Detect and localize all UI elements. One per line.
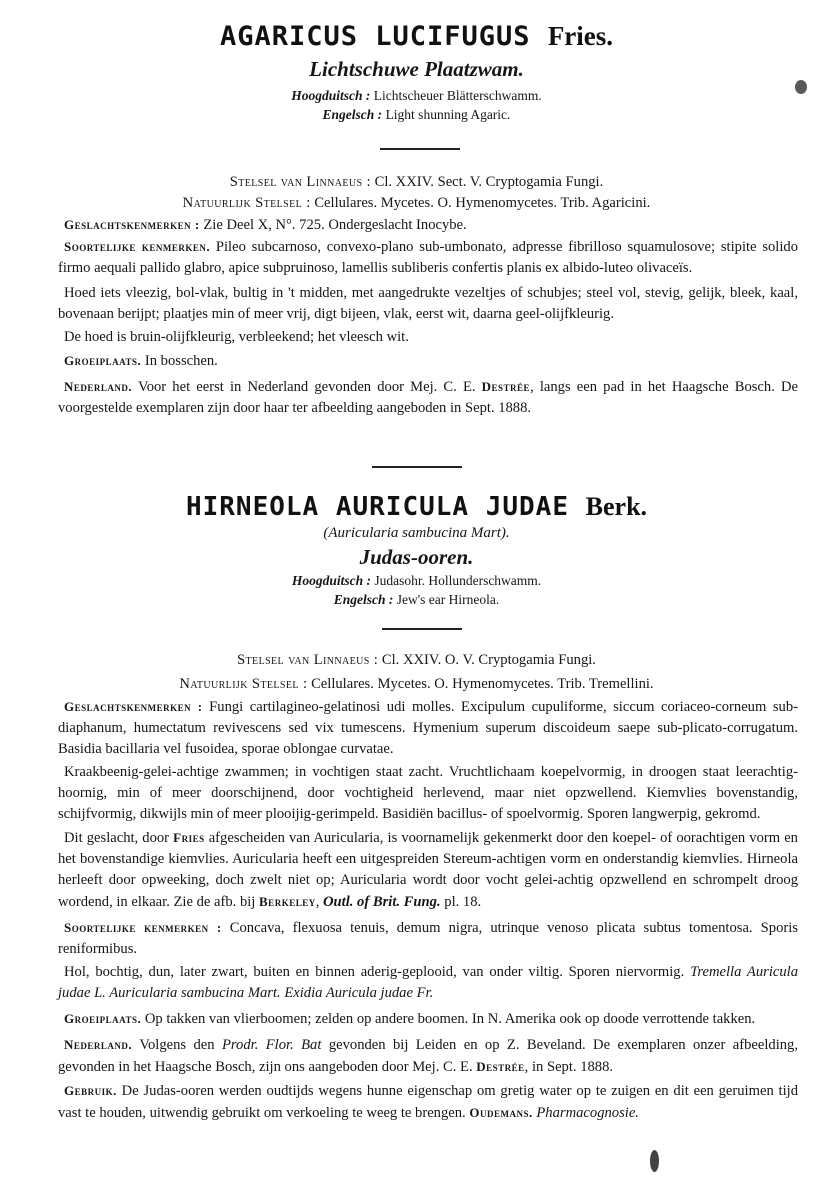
linnaeus-text: Cl. XXIV. Sect. V. Cryptogamia Fungi. xyxy=(374,174,604,190)
natural-system-line xyxy=(0,193,833,214)
habitat xyxy=(58,350,798,372)
english-label: Engelsch : xyxy=(333,592,394,607)
netherlands-text-a: Volgens den xyxy=(139,1037,215,1053)
netherlands-label: Nederland. xyxy=(64,1037,133,1052)
vernacular-name: Judas-ooren. xyxy=(359,545,474,569)
species-characters-text: Pileo subcarnoso, convexo-plano sub-umbonato, adpresse fibrilloso squamulosove; stipite solido firmo aequali pallido glabro, apice subpruinoso, lamellis subliberis confertis planis ex albido-luteo olivaceïs. xyxy=(58,239,798,276)
species-title xyxy=(0,18,833,55)
netherlands-text-b: , langs een pad in het Haagsche Bosch. De voorgestelde exemplaren zijn door haar ter afbeelding aangeboden in Sept. 1888. xyxy=(58,379,799,416)
netherlands-label: Nederland. xyxy=(64,379,133,394)
genus-characters xyxy=(58,214,798,236)
flora-reference: Prodr. Flor. Bat xyxy=(221,1037,322,1053)
natural-system-label: Natuurlijk Stelsel : xyxy=(179,676,308,692)
species-author: Fries. xyxy=(547,21,614,51)
english-label: Engelsch : xyxy=(322,107,383,122)
species-characters-text: Concava, flexuosa tenuis, demum nigra, utrinque venoso plicata subtus tomentosa. Sporis reniformibus. xyxy=(58,920,798,957)
vernacular-name: Lichtschuwe Plaatzwam. xyxy=(309,57,524,81)
natural-system-text: Cellulares. Mycetes. O. Hymenomycetes. Trib. Tremellini. xyxy=(311,676,654,692)
natural-system-text: Cellulares. Mycetes. O. Hymenomycetes. Trib. Agaricini. xyxy=(314,195,651,211)
ink-smudge xyxy=(795,80,807,94)
reference-plate: pl. 18. xyxy=(444,894,482,910)
english-name-line xyxy=(0,591,833,609)
habitat-text: Op takken van vlierboomen; zelden op andere boomen. In N. Amerika ook op doode verrottende takken. xyxy=(144,1011,756,1027)
linnaeus-label: Stelsel van Linnaeus : xyxy=(237,652,379,668)
collector-name: Destrée xyxy=(476,1059,525,1074)
netherlands-text-a: Voor het eerst in Nederland gevonden door Mej. C. E. xyxy=(138,379,476,395)
linnaeus-text: Cl. XXIV. O. V. Cryptogamia Fungi. xyxy=(381,652,596,668)
species-title xyxy=(0,490,833,524)
species-characters-label: Soortelijke kenmerken. xyxy=(64,239,211,254)
english-name: Jew's ear Hirneola. xyxy=(396,592,500,607)
author-name-fries: Fries xyxy=(173,830,205,845)
genus-characters xyxy=(58,696,798,760)
ink-smudge xyxy=(650,1150,659,1172)
genus-characters-text: Zie Deel X, N°. 725. Ondergeslacht Inocybe. xyxy=(203,217,467,233)
german-name: Lichtscheuer Blätterschwamm. xyxy=(373,88,542,103)
english-name-line xyxy=(0,106,833,124)
species-characters xyxy=(58,917,798,960)
genus-characters-text: Fungi cartilagineo-gelatinosi udi molles. Excipulum cupuliforme, siccum coriaceo-corneum sub-diaphanum, humectatum revivescens sed vix tumescens. Hymenium superum discoideum saepe sub-plicato-corrugatum. Basidia bacillaria vel fusoidea, sporae oblongae curvatae. xyxy=(58,699,799,757)
species-characters xyxy=(58,236,798,279)
divider xyxy=(382,628,462,630)
natural-system-line xyxy=(0,674,833,695)
species-synonyms: Tremella Auricula judae L. Auricularia sambucina Mart. Exidia Auricula judae Fr. xyxy=(58,964,798,1001)
divider xyxy=(380,148,460,150)
netherlands-text-c: , in Sept. 1888. xyxy=(524,1059,614,1075)
usage-text: De Judas-ooren werden oudtijds wegens hunne eigenschap om gretig water op te zuigen en dit een geruimen tijd vast te houden, uitwendig gebruikt om verkoeling te weeg te brengen. xyxy=(58,1083,798,1121)
genus-notes-b: afgescheiden van Auricularia, is voornamelijk gekenmerkt door den koepel- of oorachtigen vorm en het bovenstandige kiemvlies. Auricularia heeft een uitgespreiden Stereum-achtigen vorm en onderstandig kiemvlies. Hirneola herleeft door opweeking, doch zwelt niet op; Auricularia wordt door vocht gelei-achtig opzwellend en schrompelt droog wordend, in elkaar. Zie de afb. bij xyxy=(58,830,798,910)
netherlands-record xyxy=(58,376,798,419)
text-block-1 xyxy=(58,214,798,419)
genus-description-dutch: Kraakbeenig-gelei-achtige zwammen; in vochtigen staat zacht. Vruchtlichaam koepelvormig, in droogen staat leerachtig-hoornig, min of meer doorschijnend, door vochtigheid herlevend, maar niet opzwellend. Kiemvlies bovenstandig, schijfvormig, dikwijls min of meer plooijig-gerimpeld. Basidiën bacillus- of spoelvormig. Sporen langwerpig, gekromd. xyxy=(58,764,798,822)
german-label: Hoogduitsch : xyxy=(291,573,371,588)
german-label: Hoogduitsch : xyxy=(291,88,371,103)
genus-notes-a: Dit geslacht, door xyxy=(64,830,170,846)
habitat xyxy=(58,1008,798,1030)
linnaeus-line xyxy=(0,172,833,193)
species-description-dutch xyxy=(58,962,798,1004)
reference-work: Outl. of Brit. Fung. xyxy=(323,894,441,910)
german-name-line xyxy=(0,87,833,105)
author-name-berkeley: Berkeley xyxy=(259,894,316,909)
color-description: De hoed is bruin-olijfkleurig, verbleekend; het vleesch wit. xyxy=(64,329,409,345)
synonym-line: (Auricularia sambucina Mart). xyxy=(323,525,510,541)
habitat-label: Groeiplaats. xyxy=(64,1011,142,1026)
usage-label: Gebruik. xyxy=(64,1083,117,1098)
species-author: Berk. xyxy=(585,492,648,521)
cap-description: Hoed iets vleezig, bol-vlak, bultig in 't midden, met aangedrukte vezeltjes of schubjes; steel vol, stevig, gelijk, bleek, kaal, bovenaan berijpt; plaatjes min of meer vrij, digt bijeen, vlak, eerst wit, daarna geel-olijfkleurig. xyxy=(58,285,798,322)
genus-characters-label: Geslachtskenmerken : xyxy=(64,699,203,714)
netherlands-record xyxy=(58,1034,798,1078)
genus-notes: Dit geslacht, door Fries afgescheiden van Auricularia, is voornamelijk gekenmerkt door den koepel- of oorachtigen vorm en het bovenstandige kiemvlies. Auricularia heeft een uitgespreiden Stereum-achtigen vorm en onderstandig kiemvlies. Hirneola herleeft door opweeking, doch zwelt niet op; Auricularia wordt door vocht gelei-achtig opzwellend en schrompelt droog wordend, in elkaar. Zie de afb. bij Berkeley, Outl. of Brit. Fung. pl. 18. xyxy=(58,830,798,910)
text-block-2 xyxy=(58,696,798,1124)
habitat-text: In bosschen. xyxy=(144,353,218,369)
section-divider xyxy=(372,466,462,468)
natural-system-label: Natuurlijk Stelsel : xyxy=(182,195,311,211)
netherlands-text-b: gevonden bij Leiden en op Z. Beveland. De exemplaren onzer afbeelding, gevonden in het Haagsche Bosch, zijn ons aangeboden door Mej. C. E. xyxy=(58,1037,798,1075)
collector-name: Destrée xyxy=(481,379,531,394)
genus-characters-label: Geslachtskenmerken : xyxy=(64,217,200,232)
species-description-text: Hol, bochtig, dun, later zwart, buiten en binnen aderig-geplooid, van onder viltig. Sporen niervormig. xyxy=(64,964,685,980)
species-name: HIRNEOLA AURICULA JUDAE xyxy=(185,492,569,522)
english-name: Light shunning Agaric. xyxy=(385,107,511,122)
usage-author: Oudemans. xyxy=(469,1105,533,1120)
habitat-label: Groeiplaats. xyxy=(64,353,142,368)
species-name: AGARICUS LUCIFUGUS xyxy=(219,21,531,52)
german-name: Judasohr. Hollunderschwamm. xyxy=(374,573,542,588)
species-characters-label: Soortelijke kenmerken : xyxy=(64,920,222,935)
usage-reference: Pharmacognosie. xyxy=(536,1105,639,1121)
german-name-line xyxy=(0,572,833,590)
linnaeus-line xyxy=(0,650,833,671)
usage xyxy=(58,1080,798,1124)
linnaeus-label: Stelsel van Linnaeus : xyxy=(229,174,371,190)
